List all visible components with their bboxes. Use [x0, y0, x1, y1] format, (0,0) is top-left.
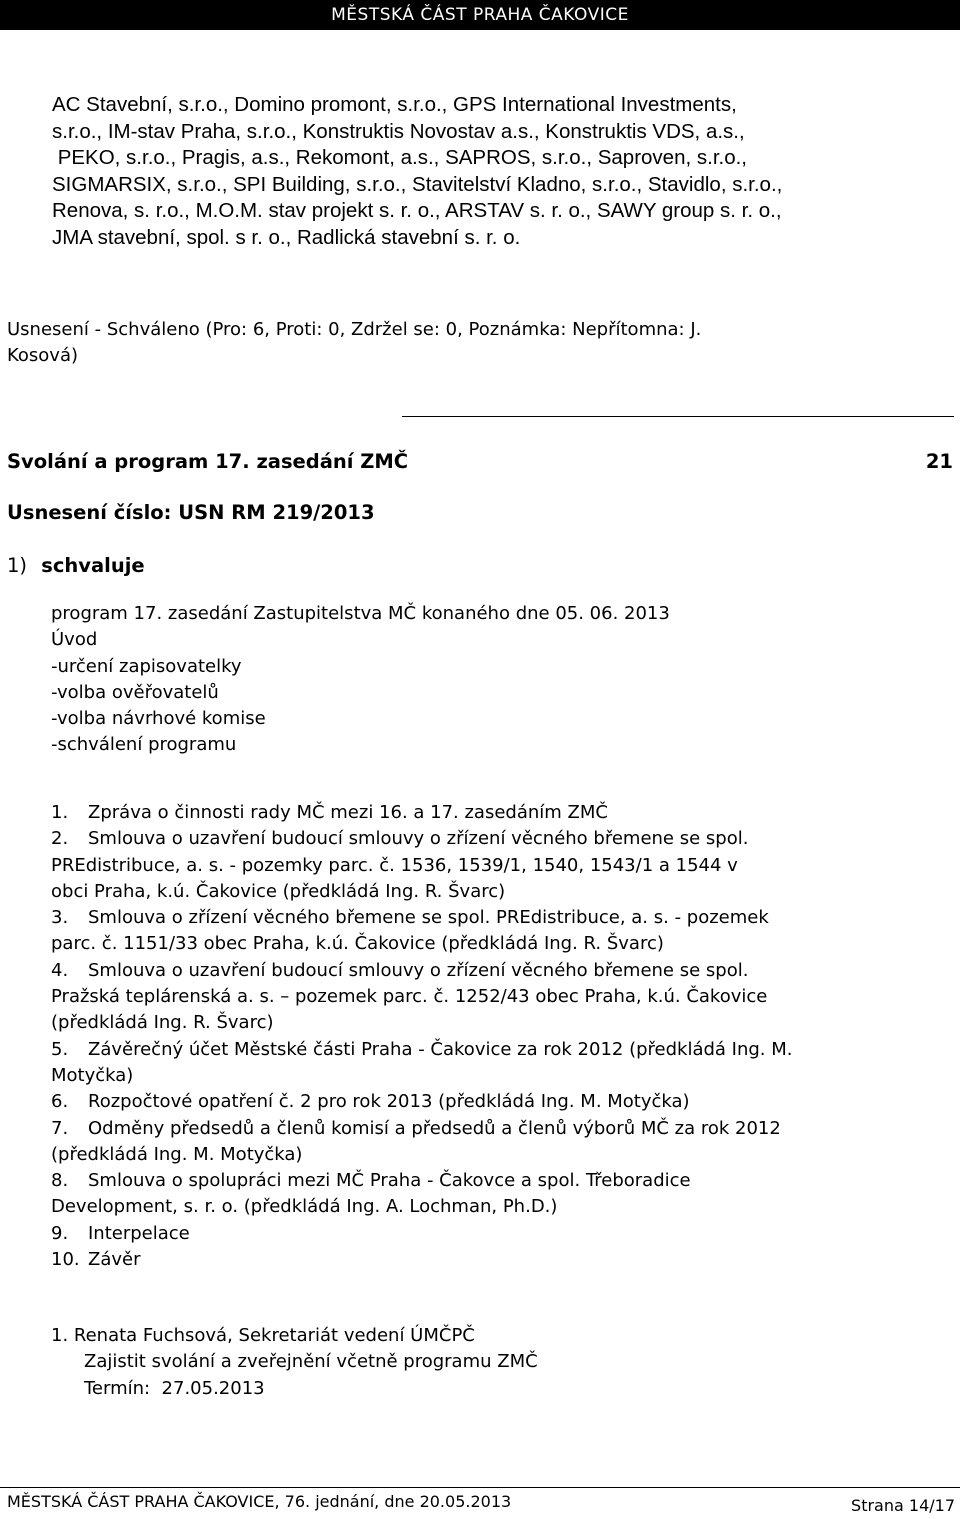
agenda-row-text: (předkládá Ing. M. Motyčka)	[51, 1143, 303, 1165]
approve-number: 1)	[7, 554, 28, 577]
agenda-row	[51, 1247, 941, 1273]
agenda-row-text: Zpráva o činnosti rady MČ mezi 16. a 17. zasedáním ZMČ	[88, 802, 608, 823]
intro-line: Úvod	[51, 629, 98, 651]
agenda-row	[51, 826, 941, 852]
contractor-line: PEKO, s.r.o., Pragis, a.s., Rekomont, a.s., SAPROS, s.r.o., Saproven, s.r.o.,	[52, 146, 747, 169]
item-number: 21	[925, 450, 953, 473]
vote-line: Usnesení - Schváleno (Pro: 6, Proti: 0, Zdržel se: 0, Poznámka: Nepřítomna: J.	[7, 319, 702, 340]
agenda-row	[51, 1221, 941, 1247]
agenda-row-text: Smlouva o spolupráci mezi MČ Praha - Čakovce a spol. Třeboradice	[88, 1170, 691, 1192]
agenda-row-number: 9.	[51, 1222, 69, 1244]
vote-line: Kosová)	[7, 345, 79, 366]
agenda-row	[51, 1037, 941, 1063]
agenda-row	[51, 905, 941, 931]
agenda-row-number: 8.	[51, 1170, 69, 1192]
header-title: MĚSTSKÁ ČÁST PRAHA ČAKOVICE	[331, 5, 629, 25]
intro-line: -určení zapisovatelky	[51, 655, 242, 677]
agenda-row-text: Závěrečný účet Městské části Praha - Čakovice za rok 2012 (předkládá Ing. M.	[88, 1038, 793, 1060]
task-assignment	[51, 1323, 941, 1402]
agenda-row-text: (předkládá Ing. R. Švarc)	[51, 1012, 274, 1034]
agenda-row-text: Motyčka)	[51, 1064, 134, 1086]
contractor-line: Renova, s. r.o., M.O.M. stav projekt s. r. o., ARSTAV s. r. o., SAWY group s. r. o.,	[52, 199, 782, 222]
approve-heading	[7, 552, 145, 580]
task-action: Zajistit svolání a zveřejnění včetně programu ZMČ	[84, 1351, 538, 1373]
agenda-row	[51, 931, 941, 957]
intro-line: program 17. zasedání Zastupitelstva MČ konaného dne 05. 06. 2013	[51, 603, 670, 624]
agenda-row-text: Pražská teplárenská a. s. – pozemek parc. č. 1252/43 obec Praha, k.ú. Čakovice	[51, 986, 768, 1008]
agenda-row	[51, 879, 941, 905]
agenda-row-number: 2.	[51, 828, 69, 850]
agenda-row-text: Development, s. r. o. (předkládá Ing. A. Lochman, Ph.D.)	[51, 1196, 558, 1218]
contractor-line: AC Stavební, s.r.o., Domino promont, s.r.o., GPS International Investments,	[52, 93, 737, 116]
agenda-row	[51, 853, 941, 879]
intro-line: -volba ověřovatelů	[51, 681, 219, 703]
page-footer	[7, 1490, 955, 1514]
agenda-row	[51, 1063, 941, 1089]
agenda-row-number: 7.	[51, 1117, 69, 1139]
agenda-row	[51, 1010, 941, 1036]
agenda-item-heading	[7, 448, 953, 476]
agenda-row-text: PREdistribuce, a. s. - pozemky parc. č. 1536, 1539/1, 1540, 1543/1 a 1544 v	[51, 854, 738, 876]
program-intro	[51, 601, 941, 759]
intro-line: -volba návrhové komise	[51, 708, 266, 730]
agenda-row	[51, 1194, 941, 1220]
agenda-row	[51, 1089, 941, 1115]
agenda-row-number: 1.	[51, 802, 69, 823]
item-title: Svolání a program 17. zasedání ZMČ	[7, 450, 409, 473]
agenda-row	[51, 1142, 941, 1168]
contractor-line: JMA stavební, spol. s r. o., Radlická stavební s. r. o.	[52, 225, 521, 249]
contractor-list	[52, 92, 932, 251]
agenda-row-text: Smlouva o uzavření budoucí smlouvy o zřízení věcného břemene se spol.	[88, 828, 749, 850]
agenda-row-number: 10.	[51, 1249, 80, 1271]
page-number: Strana 14/17	[851, 1496, 955, 1515]
contractor-line: SIGMARSIX, s.r.o., SPI Building, s.r.o., Stavitelství Kladno, s.r.o., Stavidlo, s.r.o.,	[52, 172, 783, 196]
agenda-row-text: Interpelace	[88, 1222, 190, 1244]
approve-label: schvaluje	[41, 554, 145, 577]
agenda-row	[51, 1116, 941, 1142]
agenda-row	[51, 984, 941, 1010]
agenda-row-text: Smlouva o uzavření budoucí smlouvy o zřízení věcného břemene se spol.	[88, 959, 749, 981]
footer-divider	[0, 1487, 960, 1488]
agenda-row	[51, 800, 941, 826]
contractor-line: s.r.o., IM-stav Praha, s.r.o., Konstruktis Novostav a.s., Konstruktis VDS, a.s.,	[52, 119, 745, 143]
agenda-row-number: 3.	[51, 907, 69, 929]
agenda-row-text: Odměny předsedů a členů komisí a předsedů a členů výborů MČ za rok 2012	[88, 1117, 781, 1139]
vote-result	[7, 317, 947, 369]
section-divider	[402, 416, 954, 417]
agenda-row-number: 4.	[51, 959, 69, 981]
task-deadline: Termín: 27.05.2013	[84, 1377, 265, 1399]
intro-line: -schválení programu	[51, 734, 237, 756]
page-header	[0, 0, 960, 30]
agenda-row-text: Závěr	[88, 1249, 141, 1271]
agenda-row	[51, 1168, 941, 1194]
task-assignee: 1. Renata Fuchsová, Sekretariát vedení ÚMČPČ	[51, 1325, 475, 1346]
agenda-row-text: Smlouva o zřízení věcného břemene se spol. PREdistribuce, a. s. - pozemek	[88, 907, 769, 929]
agenda-row-text: obci Praha, k.ú. Čakovice (předkládá Ing. R. Švarc)	[51, 880, 506, 902]
agenda-row	[51, 958, 941, 984]
agenda-row-number: 5.	[51, 1038, 69, 1060]
footer-meeting: MĚSTSKÁ ČÁST PRAHA ČAKOVICE, 76. jednání, dne 20.05.2013	[7, 1492, 512, 1511]
agenda-row-text: parc. č. 1151/33 obec Praha, k.ú. Čakovice (předkládá Ing. R. Švarc)	[51, 933, 664, 955]
agenda-list	[51, 800, 941, 1273]
agenda-row-text: Rozpočtové opatření č. 2 pro rok 2013 (předkládá Ing. M. Motyčka)	[88, 1091, 690, 1113]
resolution-number: Usnesení číslo: USN RM 219/2013	[7, 501, 375, 524]
agenda-row-number: 6.	[51, 1091, 69, 1113]
